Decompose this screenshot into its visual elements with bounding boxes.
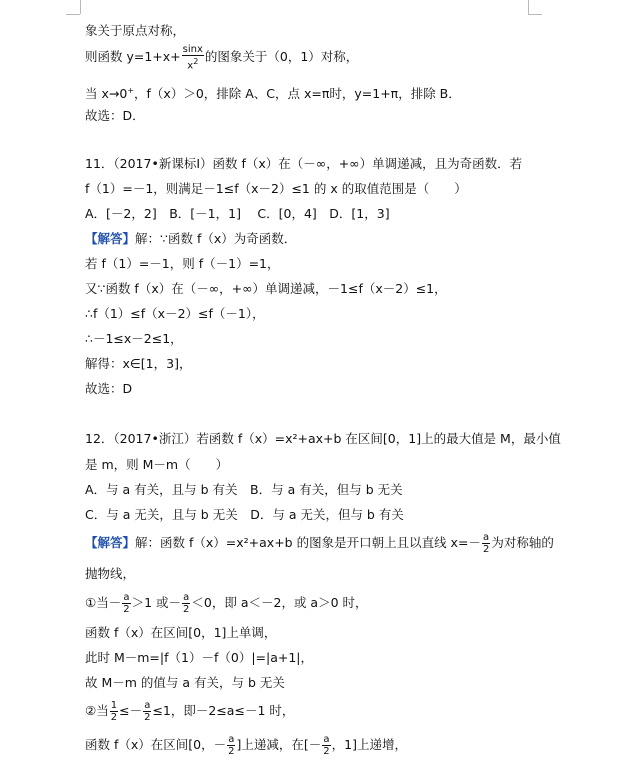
fraction — [143, 700, 151, 723]
text: ＜0，即 a＜－2，或 a＞0 时， — [191, 595, 368, 610]
numerator: a — [144, 700, 151, 711]
fraction — [122, 592, 130, 615]
denominator: 2 — [228, 746, 235, 757]
fraction — [110, 700, 118, 723]
page-corner-mark — [528, 0, 529, 14]
numerator: a — [183, 592, 190, 603]
question-12-options: C．与 a 无关，且与 b 无关 D．与 a 无关，但与 b 有关 — [85, 507, 404, 522]
denominator: 2 — [183, 604, 190, 615]
text: 解：∵函数 f（x）为奇函数． — [135, 231, 297, 246]
text-line: 故选：D． — [85, 108, 145, 123]
answer-line — [85, 231, 296, 247]
text: ≤1，即－2≤a≤－1 时， — [152, 703, 295, 718]
question-12-options: A．与 a 有关，且与 b 有关 B．与 a 有关，但与 b 无关 — [85, 482, 403, 497]
fraction — [322, 734, 330, 757]
text-line: 故选：D — [85, 381, 133, 396]
answer-tag: 【解答】 — [85, 535, 136, 550]
text: ，1]上递增， — [331, 737, 407, 752]
text: ②当 — [85, 703, 109, 718]
text: 的图象关于（0，1）对称， — [204, 49, 359, 65]
denominator: 2 — [144, 712, 151, 723]
question-11-options: A．[－2，2] B．[－1，1] C．[0，4] D．[1，3] — [85, 206, 390, 221]
answer-line — [85, 532, 554, 555]
text-line: 抛物线， — [85, 566, 136, 581]
text-line — [85, 700, 294, 723]
text-line: 又∵函数 f（x）在（－∞，+∞）单调递减，－1≤f（x－2）≤1， — [85, 281, 447, 296]
fraction — [482, 532, 490, 555]
numerator: 1 — [110, 700, 118, 711]
text-line: ∴f（1）≤f（x－2）≤f（－1）， — [85, 306, 265, 321]
page-corner-mark — [80, 0, 81, 14]
page-corner-mark — [528, 14, 542, 15]
fraction — [182, 592, 190, 615]
text: ①当－ — [85, 595, 122, 610]
fraction — [227, 734, 235, 757]
denominator: $x^2$ — [187, 57, 199, 72]
text: 当 x→0 — [85, 86, 128, 102]
page-corner-mark — [66, 14, 80, 15]
text-line: ∴－1≤x－2≤1， — [85, 331, 183, 346]
denominator: 2 — [110, 712, 118, 723]
text: ＞1 或－ — [131, 595, 182, 610]
fraction — [182, 44, 204, 71]
text-line: 此时 M－m=|f（1）－f（0）|=|a+1|， — [85, 650, 314, 665]
text: ，f（x）＞0，排除 A、C，点 x=π时，y=1+π，排除 B． — [134, 86, 461, 102]
question-11-stem: 11．（2017•新课标Ⅰ）函数 f（x）在（－∞，+∞）单调递减，且为奇函数．若 — [85, 156, 523, 171]
denominator: 2 — [482, 544, 490, 555]
text: 为对称轴的 — [491, 535, 554, 550]
text-line — [85, 44, 358, 71]
text-line — [85, 592, 368, 615]
text-line — [85, 734, 407, 757]
superscript: + — [127, 86, 135, 95]
text-line — [85, 83, 461, 102]
numerator: a — [323, 734, 330, 745]
numerator: a — [483, 532, 490, 543]
question-12-stem: 12．（2017•浙江）若函数 f（x）=x²+ax+b 在区间[0，1]上的最大值是 M，最小值 — [85, 431, 561, 446]
text-line: 若 f（1）=－1，则 f（－1）=1， — [85, 256, 280, 271]
numerator: a — [228, 734, 235, 745]
text: ]上递减，在[－ — [236, 737, 322, 752]
question-12-stem: 是 m，则 M－m（ ） — [85, 457, 229, 472]
numerator: a — [123, 592, 130, 603]
text-line: 函数 f（x）在区间[0，1]上单调， — [85, 625, 277, 640]
text-line: 解得：x∈[1，3]， — [85, 356, 192, 371]
text: 则函数 y=1+x+ — [85, 49, 181, 65]
text: ≤－ — [119, 703, 143, 718]
text-line: 象关于原点对称， — [85, 23, 186, 38]
answer-tag: 【解答】 — [85, 231, 136, 246]
numerator: sinx — [182, 44, 203, 55]
question-11-stem: f（1）=－1，则满足－1≤f（x－2）≤1 的 x 的取值范围是（ ） — [85, 181, 467, 196]
denominator: 2 — [123, 604, 130, 615]
denominator: 2 — [323, 746, 330, 757]
text: 解：函数 f（x）=x²+ax+b 的图象是开口朝上且以直线 x=－ — [135, 535, 481, 550]
text-line: 故 M－m 的值与 a 有关，与 b 无关 — [85, 675, 285, 690]
text: 函数 f（x）在区间[0，－ — [85, 737, 227, 752]
